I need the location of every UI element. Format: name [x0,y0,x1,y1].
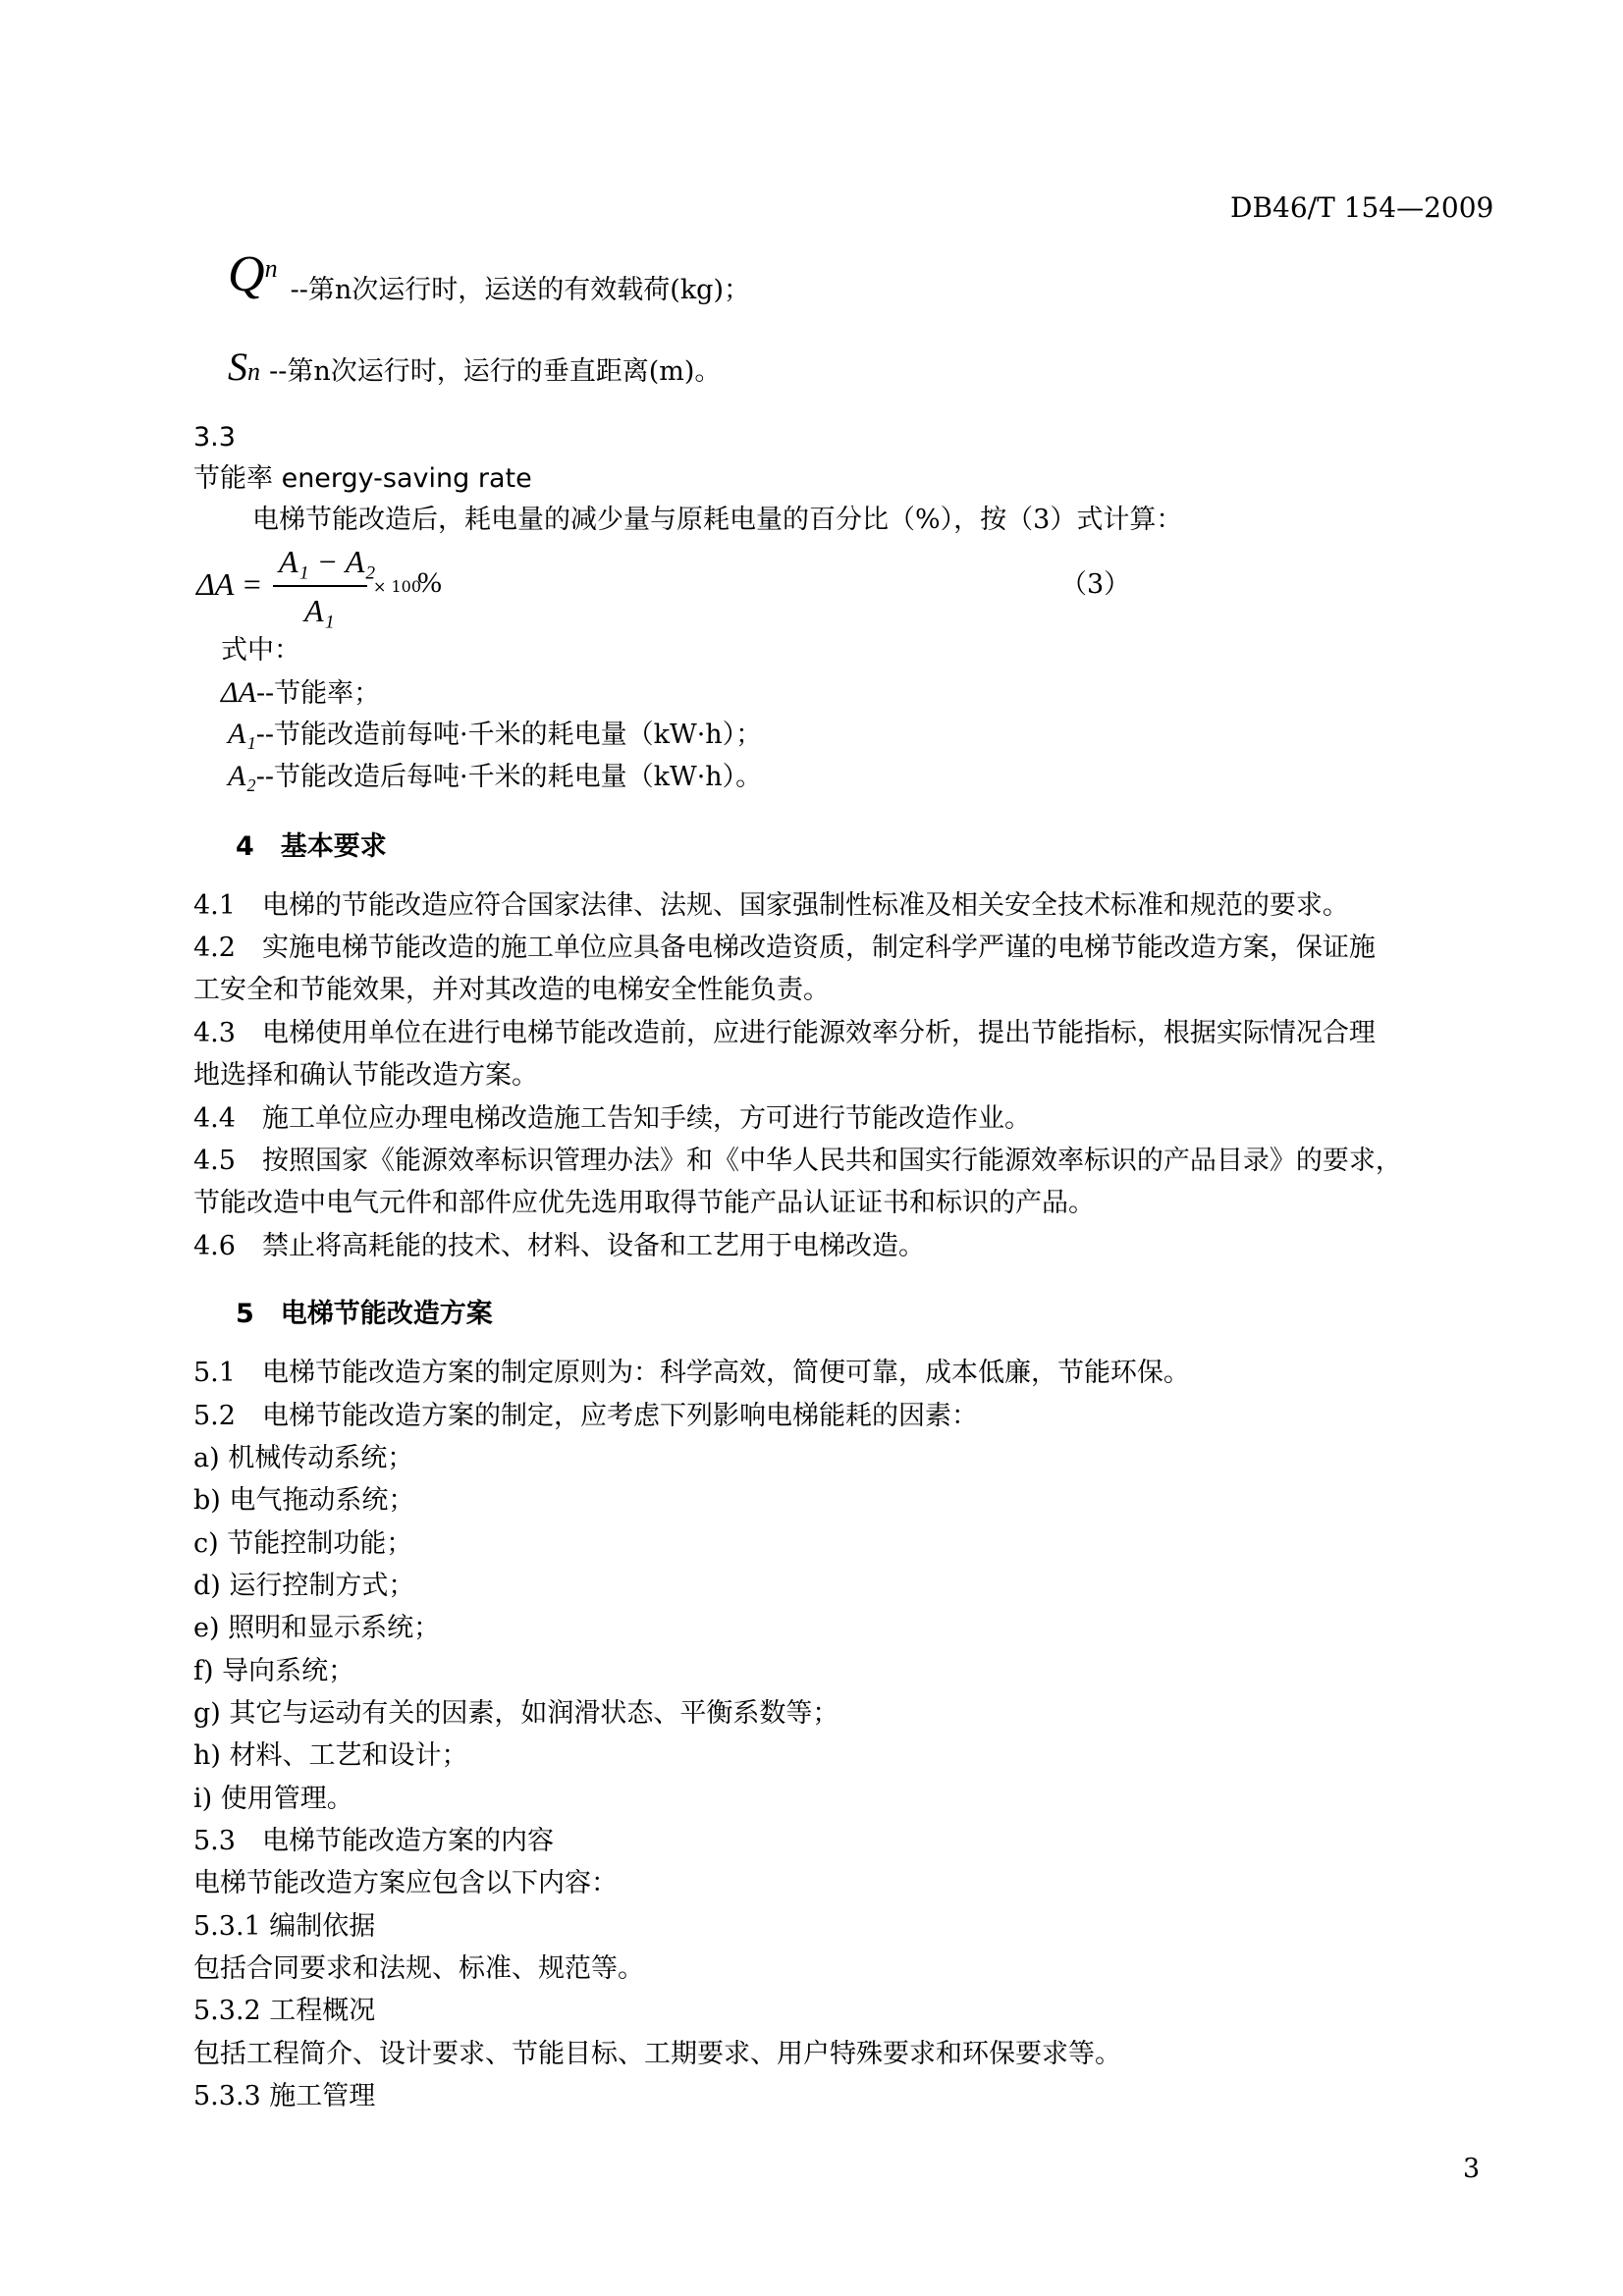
section-5-line: 包括合同要求和法规、标准、规范等。 [193,1953,644,1984]
formula-where: 式中： [221,635,300,666]
formula-percent: % [417,566,442,599]
formula-number: （3） [1060,569,1131,600]
section-5-line: 5.3 电梯节能改造方案的内容 [193,1826,554,1856]
section-4-line: 地选择和确认节能改造方案。 [193,1060,538,1091]
definition-qn-text: --第n次运行时，运送的有效载荷(kg)； [290,275,751,305]
var-symbol: ΔA [221,676,256,709]
section-5-line: 5.3.1 编制依据 [193,1911,376,1942]
var-symbol: A₂ [228,760,256,792]
formula-var-a2 [228,759,762,795]
document-id: DB46/T 154—2009 [1230,191,1494,224]
section-5-list-item: i) 使用管理。 [193,1784,353,1814]
section-5-list-item: c) 节能控制功能； [193,1528,413,1559]
section-5-line: 5.3.3 施工管理 [193,2081,376,2111]
section-4-line: 节能改造中电气元件和部件应优先选用取得节能产品认证证书和标识的产品。 [193,1188,1095,1218]
section-4-line: 4.3 电梯使用单位在进行电梯节能改造前，应进行能源效率分析，提出节能指标，根据实际情况合理 [193,1018,1376,1048]
formula-var-a1 [228,717,762,753]
formula-times-100: × 100 [373,577,422,596]
section-5-list-item: h) 材料、工艺和设计； [193,1740,468,1771]
section-5-line: 包括工程简介、设计要求、节能目标、工期要求、用户特殊要求和环保要求等。 [193,2039,1121,2069]
section-4-line: 4.2 实施电梯节能改造的施工单位应具备电梯改造资质，制定科学严谨的电梯节能改造方案，保证施 [193,933,1376,963]
var-text: --节能率； [255,678,381,709]
formula-denominator: A₁ [304,593,335,628]
section-5-list-item: e) 照明和显示系统； [193,1613,441,1643]
definition-sn-text: --第n次运行时，运行的垂直距离(m)。 [269,356,722,387]
section-4-line: 4.4 施工单位应办理电梯改造施工告知手续，方可进行节能改造作业。 [193,1103,1031,1134]
fraction-bar [273,585,367,587]
section-5-line: 5.2 电梯节能改造方案的制定，应考虑下列影响电梯能耗的因素： [193,1401,978,1431]
section-4-line: 4.1 电梯的节能改造应符合国家法律、法规、国家强制性标准及相关安全技术标准和规范的要求。 [193,890,1349,921]
page-number: 3 [1463,2154,1481,2184]
section-4-line: 4.6 禁止将高耗能的技术、材料、设备和工艺用于电梯改造。 [193,1231,925,1261]
section-5-list-item: g) 其它与运动有关的因素，如润滑状态、平衡系数等； [193,1698,839,1729]
section-5-line: 5.1 电梯节能改造方案的制定原则为：科学高效，简便可靠，成本低廉，节能环保。 [193,1358,1190,1388]
subscript-n: n [264,254,278,283]
definition-sn [228,344,721,390]
section-4-heading: 4 基本要求 [236,831,387,862]
var-text: --节能改造后每吨·千米的耗电量（kW·h）。 [255,762,763,792]
section-5-heading: 5 电梯节能改造方案 [236,1299,493,1329]
section-5-line: 电梯节能改造方案应包含以下内容： [193,1868,618,1898]
formula-lhs: ΔA = [196,566,263,602]
formula-numerator: A₁ − A₂ [279,544,376,579]
subscript-n: n [247,357,260,386]
var-symbol: A₁ [228,718,256,750]
section-5-list-item: f) 导向系统； [193,1656,355,1686]
section-4-line: 工安全和节能效果，并对其改造的电梯安全性能负责。 [193,975,830,1005]
section-3-3-body: 电梯节能改造后，耗电量的减少量与原耗电量的百分比（%），按（3）式计算： [252,505,1183,535]
formula-var-delta-a [221,675,380,712]
section-5-line: 5.3.2 工程概况 [193,1996,376,2026]
symbol-s: S [228,345,247,389]
section-3-3-title: 节能率 energy-saving rate [193,463,532,494]
definition-qn [228,246,751,305]
section-5-list-item: d) 运行控制方式； [193,1571,415,1601]
section-4-line: 4.5 按照国家《能源效率标识管理办法》和《中华人民共和国实行能源效率标识的产品目录》的要求， [193,1146,1402,1176]
var-text: --节能改造前每吨·千米的耗电量（kW·h）； [255,720,763,750]
section-5-list-item: b) 电气拖动系统； [193,1485,415,1516]
symbol-q: Q [228,246,265,302]
section-5-list-item: a) 机械传动系统； [193,1443,414,1473]
section-3-3-number: 3.3 [193,422,236,453]
